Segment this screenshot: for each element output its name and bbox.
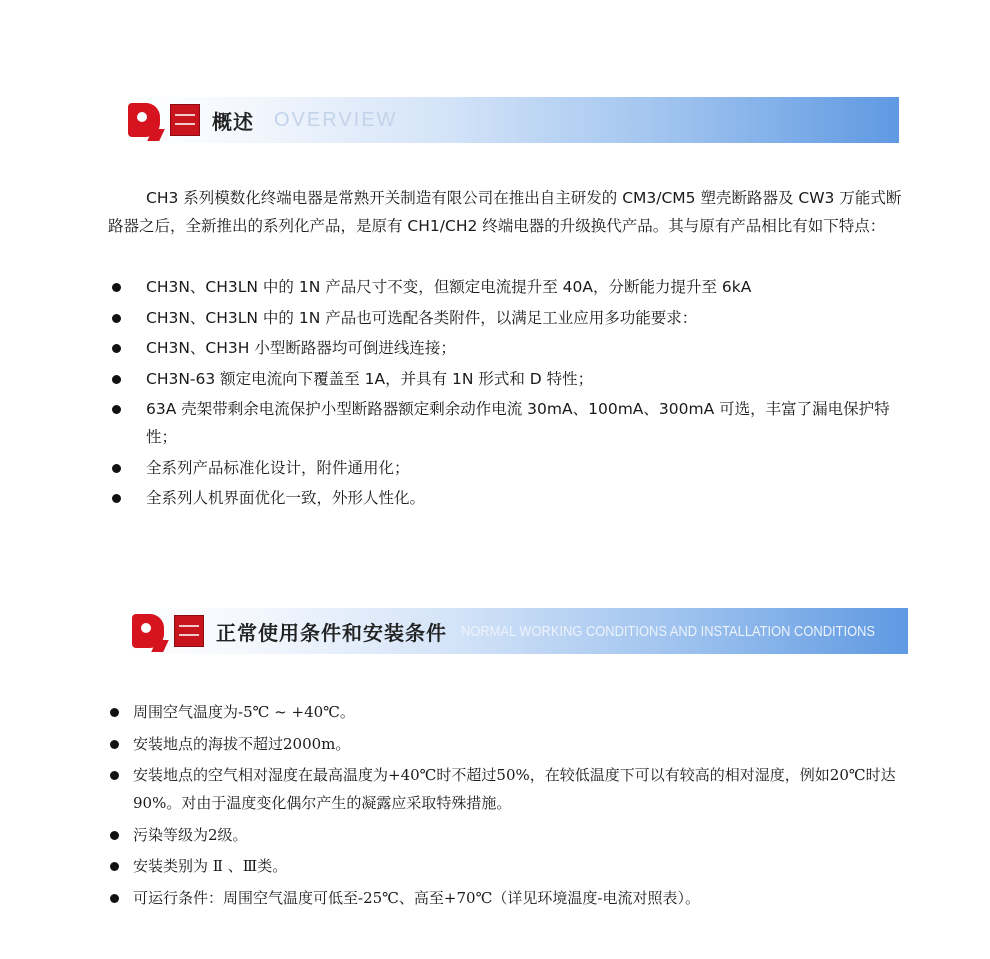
feature-item: CH3N、CH3LN 中的 1N 产品也可选配各类附件，以满足工业应用多功能要求： <box>108 304 908 332</box>
brand-logo-icon <box>132 614 164 648</box>
brand-logo-icon <box>128 103 160 137</box>
conditions-title-cn: 正常使用条件和安装条件 <box>216 620 447 645</box>
condition-item: 污染等级为2级。 <box>108 821 918 849</box>
seal-icon <box>174 615 204 647</box>
conditions-title-en: NORMAL WORKING CONDITIONS AND INSTALLATION CONDITIONS <box>461 622 876 640</box>
condition-item: 安装地点的海拔不超过2000m。 <box>108 730 918 758</box>
seal-icon <box>170 104 200 136</box>
feature-item: 63A 壳架带剩余电流保护小型断路器额定剩余动作电流 30mA、100mA、300mA 可选，丰富了漏电保护特性； <box>108 395 908 451</box>
overview-header <box>124 97 899 143</box>
feature-item: 全系列产品标准化设计，附件通用化； <box>108 454 908 482</box>
conditions-list <box>108 698 918 916</box>
feature-item: CH3N、CH3H 小型断路器均可倒进线连接； <box>108 334 908 362</box>
feature-item: CH3N、CH3LN 中的 1N 产品尺寸不变，但额定电流提升至 40A，分断能力提升至 6kA <box>108 273 908 301</box>
feature-item: 全系列人机界面优化一致，外形人性化。 <box>108 484 908 512</box>
feature-list <box>108 273 908 515</box>
overview-intro: CH3 系列模数化终端电器是常熟开关制造有限公司在推出自主研发的 CM3/CM5 塑壳断路器及 CW3 万能式断路器之后，全新推出的系列化产品，是原有 CH1/CH2 终端电器的升级换代产品。其与原有产品相比有如下特点： <box>108 189 902 235</box>
overview-title-cn: 概述 <box>212 109 254 134</box>
condition-item: 可运行条件：周围空气温度可低至-25℃、高至+70℃（详见环境温度-电流对照表）。 <box>108 884 918 912</box>
condition-item: 安装类别为 Ⅱ 、Ⅲ类。 <box>108 852 918 880</box>
feature-item: CH3N-63 额定电流向下覆盖至 1A，并具有 1N 形式和 D 特性； <box>108 365 908 393</box>
condition-item: 周围空气温度为-5℃ ~ +40℃。 <box>108 698 918 726</box>
conditions-header <box>128 608 908 654</box>
overview-title-en: OVERVIEW <box>274 108 398 131</box>
condition-item: 安装地点的空气相对湿度在最高温度为+40℃时不超过50%，在较低温度下可以有较高的相对湿度，例如20℃时达90%。对由于温度变化偶尔产生的凝露应采取特殊措施。 <box>108 761 918 817</box>
